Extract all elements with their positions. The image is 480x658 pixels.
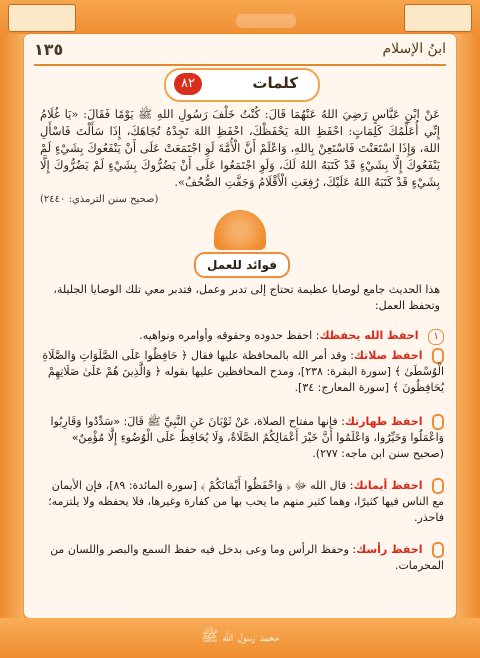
bottom-calligraphy: محمد رسول الله ﷺ [201,629,279,645]
section-title: فوائد للعمل [194,252,290,278]
list-item-5: احفظ رأسك: وحفظ الرأس وما وعى بدخل فيه حفظ السمع والبصر واللسان من المحرمات. [50,543,444,572]
ornamental-divider [214,210,266,250]
header-divider [34,64,446,66]
list-item-1: ١ احفظ الله يحفظك: احفظ حدوده وحقوقه وأوامره ونواهيه. [38,328,444,345]
item-text: وقد أمر الله بالمحافظة عليها فقال ﴿ حَافِظُوا عَلَى الصَّلَوَاتِ وَالصَّلَاةِ الْوُسْطَىٰ ﴾ [سورة البقرة: ٢٣٨]، ومدح المحافظين عليها بقوله ﴿ وَالَّذِينَ هُمْ عَلَىٰ صَلَاتِهِمْ يُحَافِظُونَ ﴾ [سورة المعارج: ٣٤]. [42,349,444,394]
list-item-3: احفظ طهارتك: فإنها مفتاح الصلاة، عَنْ ثَوْبَانَ عَنِ النَّبِيِّ ﷺ قَالَ: «سَدِّدُوا وَقَارِبُوا وَاعْمَلُوا وَخَيِّرُوا، وَاعْلَمُوا أَنَّ خَيْرَ أَعْمَالِكُمُ الصَّلَاةُ، وَلَا يُحَافِظُ عَلَى الْوُضُوءِ إِلَّا مُؤْمِنٌ» (صحيح سنن ابن ماجه: ٢٧٧). [50,415,444,460]
bullet-icon [432,542,444,558]
item-text: قال الله ﷻ ﴿ وَاحْفَظُوا أَيْمَانَكُمْ ﴾ [سورة المائدة: ٨٩]، فإن الأيمان مع الناس فيها كثيرًا، وهما كثير منهم ما يحب بها من كفارة وغيرها، فلا يحفظه ولا يلتزمه؛ فاحذر. [48,479,444,524]
page-content [24,34,456,618]
chapter-title: كلمات [252,74,298,92]
item-label: احفظ الله يحفظك [319,329,419,342]
item-text: فإنها مفتاح الصلاة، عَنْ ثَوْبَانَ عَنِ النَّبِيِّ ﷺ قَالَ: «سَدِّدُوا وَقَارِبُوا وَاعْمَلُوا وَخَيِّرُوا، وَاعْلَمُوا أَنَّ خَيْرَ أَعْمَالِكُمُ الصَّلَاةُ، وَلَا يُحَافِظُ عَلَى الْوُضُوءِ إِلَّا مُؤْمِنٌ» (صحيح سنن ابن ماجه: ٢٧٧). [50,415,444,460]
page-number: ١٣٥ [34,40,64,59]
bullet-icon [432,414,444,430]
bullet-icon [432,348,444,364]
item-number-badge: ١ [428,329,444,345]
bottom-decorative-banner [0,618,480,658]
top-decorative-banner [0,0,480,34]
item-label: احفظ أيمانك [353,479,423,492]
top-scroll-ornament [236,14,296,28]
watermark [134,464,354,534]
item-text: احفظ حدوده وحقوقه وأوامره ونواهيه. [139,329,313,342]
chapter-number: ٨٢ [174,73,202,95]
right-book-ornament [404,4,472,32]
item-label: احفظ طهارتك [344,415,423,428]
item-label: احفظ صلاتك [353,349,423,362]
left-book-ornament [8,4,76,32]
list-item-4: احفظ أيمانك: قال الله ﷻ ﴿ وَاحْفَظُوا أَيْمَانَكُمْ ﴾ [سورة المائدة: ٨٩]، فإن الأيمان مع الناس فيها كثيرًا، وهما كثير منهم ما يحب بها من كفارة وغيرها، فلا يحفظه ولا يلتزمه؛ فاحذر. [48,479,444,524]
section-intro: هذا الحديث جامع لوصايا عظيمة تحتاج إلى تدبر وعمل، فتدبر معي تلك الوصايا الجليلة، وتحفظ العمل: [53,283,440,312]
right-side-decoration [456,34,480,624]
list-item-2: احفظ صلاتك: وقد أمر الله بالمحافظة عليها فقال ﴿ حَافِظُوا عَلَى الصَّلَوَاتِ وَالصَّلَاةِ الْوُسْطَىٰ ﴾ [سورة البقرة: ٢٣٨]، ومدح المحافظين عليها بقوله ﴿ وَالَّذِينَ هُمْ عَلَىٰ صَلَاتِهِمْ يُحَافِظُونَ ﴾ [سورة المعارج: ٣٤]. [42,349,444,394]
page-header [34,40,446,62]
left-side-decoration [0,34,24,624]
book-title: ابنُ الإسلام [382,41,446,57]
chapter-title-medallion [164,68,320,102]
item-text: وحفظ الرأس وما وعى بدخل فيه حفظ السمع والبصر واللسان من المحرمات. [50,543,444,572]
hadith-body: عَنْ ابْنِ عَبَّاسٍ رَضِيَ اللهُ عَنْهُمَا قَالَ: كُنْتُ خَلْفَ رَسُولِ اللهِ ﷺ يَوْمًا فَقَالَ: «يَا غُلَامُ إِنِّي أُعَلِّمُكَ كَلِمَاتٍ: احْفَظِ اللهَ يَحْفَظْكَ، احْفَظِ اللهَ تَجِدْهُ تُجَاهَكَ، إِذَا سَأَلْتَ فَاسْأَلِ اللهَ، وَإِذَا اسْتَعَنْتَ فَاسْتَعِنْ بِاللهِ، وَاعْلَمْ أَنَّ الْأُمَّةَ لَوِ اجْتَمَعَتْ عَلَى أَنْ يَنْفَعُوكَ بِشَيْءٍ لَمْ يَنْفَعُوكَ إِلَّا بِشَيْءٍ قَدْ كَتَبَهُ اللهُ لَكَ، وَلَوِ اجْتَمَعُوا عَلَى أَنْ يَضُرُّوكَ بِشَيْءٍ لَمْ يَضُرُّوكَ إِلَّا بِشَيْءٍ قَدْ كَتَبَهُ اللهُ عَلَيْكَ، رُفِعَتِ الْأَقْلَامُ وَجَفَّتِ الصُّحُفُ». [40,107,440,189]
hadith-citation: (صحيح سنن الترمذي: ٢٤٤٠) [40,194,159,205]
hadith-text [40,106,440,208]
bullet-icon [432,478,444,494]
item-label: احفظ رأسك [356,543,423,556]
